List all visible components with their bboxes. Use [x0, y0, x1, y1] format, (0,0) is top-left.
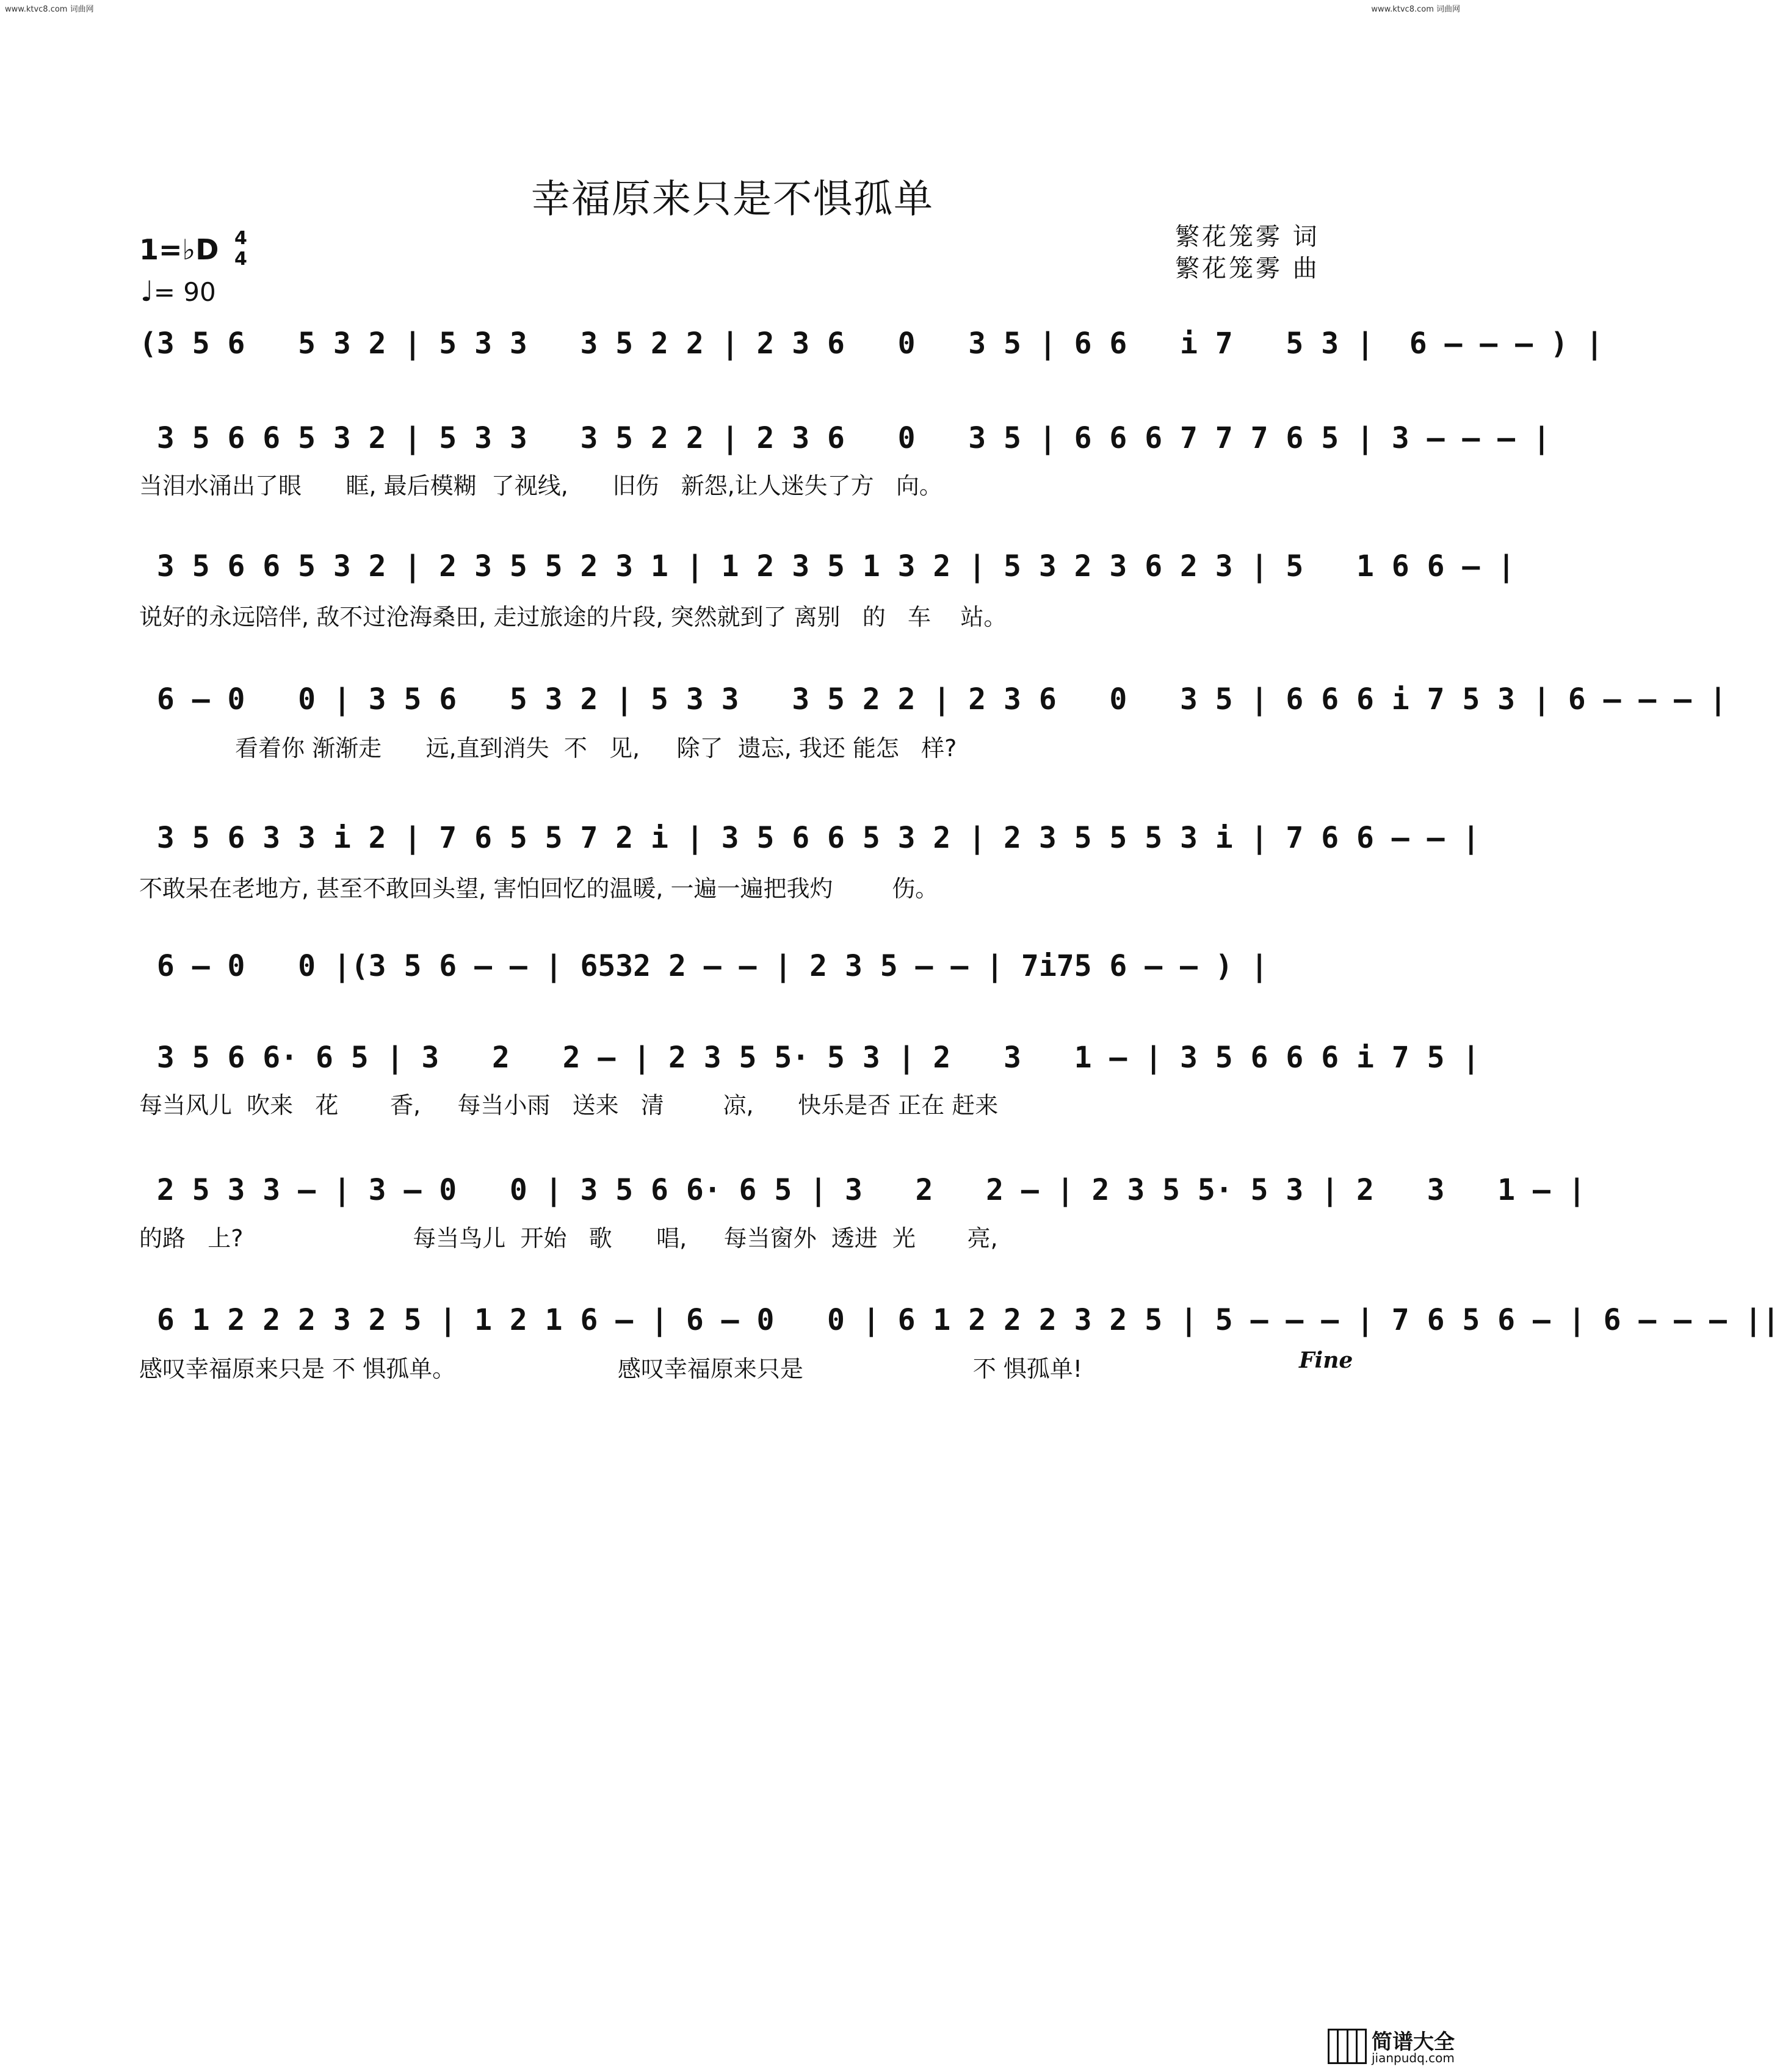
composer-credit: 繁花笼雾 曲 — [1175, 254, 1320, 283]
tempo-value: = 90 — [153, 277, 216, 307]
score-row-5-notes: 3 5 6 3 3 i 2 | 7 6 5 5 7 2 i | 3 5 6 6 5 3 2 | 2 3 5 5 5 3 i | 7 6 6 – – | — [139, 821, 1480, 855]
site-logo[interactable] — [1328, 2025, 1456, 2068]
header-right-site: www.ktvc8.com 词曲网 — [1371, 5, 1460, 14]
score-row-4-notes: 6 – 0 0 | 3 5 6 5 3 2 | 5 3 3 3 5 2 2 | 2 3 6 0 3 5 | 6 6 6 i 7 5 3 | 6 – – – | — [139, 682, 1727, 717]
time-signature — [234, 228, 247, 270]
score-row-3-lyrics: 说好的永远陪伴, 敌不过沧海桑田, 走过旅途的片段, 突然就到了 离别 的 车 站。 — [139, 604, 1007, 630]
score-row-4-lyrics: 看着你 渐渐走 远,直到消失 不 见, 除了 遗忘, 我还 能怎 样? — [139, 735, 957, 762]
score-row-9-lyrics: 感叹幸福原来只是 不 惧孤单。 感叹幸福原来只是 不 惧孤单! — [139, 1355, 1083, 1382]
score-row-3-notes: 3 5 6 6 5 3 2 | 2 3 5 5 2 3 1 | 1 2 3 5 1 3 2 | 5 3 2 3 6 2 3 | 5 1 6 6 – | — [139, 549, 1516, 583]
score-row-7-lyrics: 每当风儿 吹来 花 香, 每当小雨 送来 清 凉, 快乐是否 正在 赶来 — [139, 1092, 999, 1119]
header-left-site: www.ktvc8.com 词曲网 — [5, 5, 94, 14]
key-signature: 1=♭D — [139, 233, 219, 266]
time-signature-top: 4 — [234, 228, 247, 249]
quarter-note-icon: ♩ — [140, 275, 154, 308]
logo-name: 简谱大全 — [1372, 2030, 1455, 2054]
score-row-6-notes: 6 – 0 0 |(3 5 6 – – | 6532 2 – – | 2 3 5 – – | 7i75 6 – – ) | — [139, 949, 1268, 983]
time-signature-bottom: 4 — [234, 248, 247, 270]
score-row-7-notes: 3 5 6 6· 6 5 | 3 2 2 – | 2 3 5 5· 5 3 | 2 3 1 – | 3 5 6 6 6 i 7 5 | — [139, 1041, 1480, 1075]
score-row-1-notes: (3 5 6 5 3 2 | 5 3 3 3 5 2 2 | 2 3 6 0 3 5 | 6 6 i 7 5 3 | 6 – – – ) | — [139, 327, 1604, 361]
tempo-marking — [140, 275, 216, 308]
score-row-2-lyrics: 当泪水涌出了眼 眶, 最后模糊 了视线, 旧伤 新怨,让人迷失了方 向。 — [139, 472, 942, 499]
piano-keys-icon — [1328, 2029, 1367, 2064]
score-row-8-lyrics: 的路 上? 每当鸟儿 开始 歌 唱, 每当窗外 透进 光 亮, — [139, 1225, 998, 1252]
lyricist-credit: 繁花笼雾 词 — [1175, 223, 1320, 251]
score-row-9-notes: 6 1 2 2 2 3 2 5 | 1 2 1 6 – | 6 – 0 0 | 6 1 2 2 2 3 2 5 | 5 – – – | 7 6 5 6 – | 6 – – – || — [139, 1303, 1780, 1337]
score-row-2-notes: 3 5 6 6 5 3 2 | 5 3 3 3 5 2 2 | 2 3 6 0 3 5 | 6 6 6 7 7 7 6 5 | 3 – – – | — [139, 421, 1550, 455]
song-title: 幸福原来只是不惧孤单 — [531, 176, 934, 222]
fine-marking: Fine — [1299, 1348, 1353, 1373]
logo-url: jianpudq.com — [1372, 2051, 1455, 2065]
score-row-5-lyrics: 不敢呆在老地方, 甚至不敢回头望, 害怕回忆的温暖, 一遍一遍把我灼 伤。 — [139, 875, 939, 902]
score-row-8-notes: 2 5 3 3 – | 3 – 0 0 | 3 5 6 6· 6 5 | 3 2 2 – | 2 3 5 5· 5 3 | 2 3 1 – | — [139, 1173, 1586, 1207]
